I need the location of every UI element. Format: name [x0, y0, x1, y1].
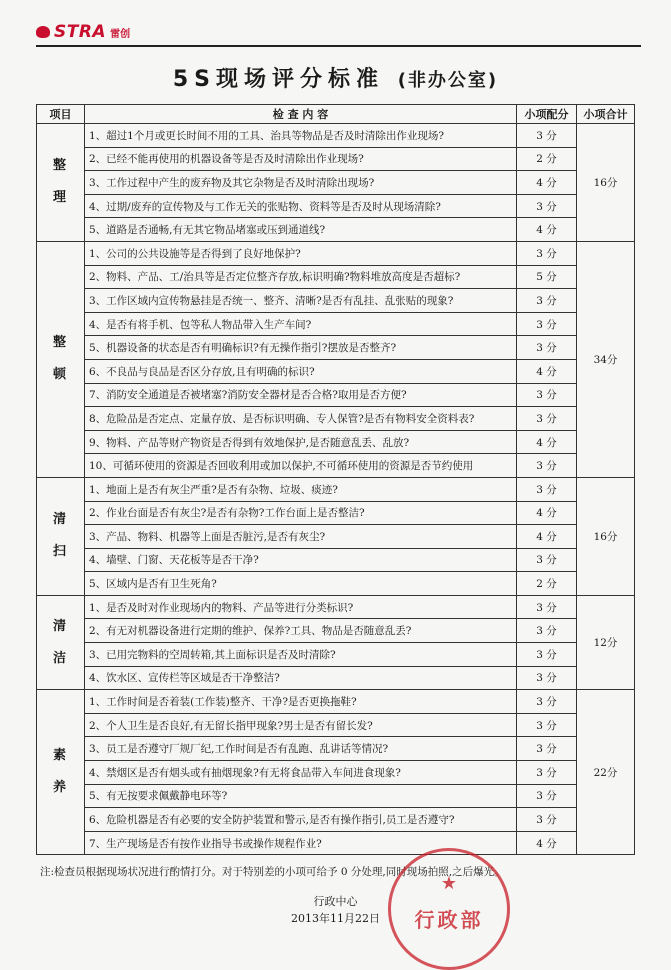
check-item: 4、禁烟区是否有烟头或有抽烟现象?有无将食品带入车间进食现象? — [85, 761, 517, 785]
item-score: 5 分 — [517, 265, 577, 289]
item-score: 3 分 — [517, 619, 577, 643]
table-row — [37, 171, 635, 195]
check-item: 5、区域内是否有卫生死角? — [85, 572, 517, 596]
table-row — [37, 619, 635, 643]
check-item: 1、公司的公共设施等是否得到了良好地保护? — [85, 241, 517, 265]
item-score: 4 分 — [517, 171, 577, 195]
check-item: 1、是否及时对作业现场内的物料、产品等进行分类标识? — [85, 595, 517, 619]
item-score: 3 分 — [517, 808, 577, 832]
column-header: 小项合计 — [577, 105, 635, 124]
table-row — [37, 477, 635, 501]
column-header: 检 查 内 容 — [85, 105, 517, 124]
item-score: 3 分 — [517, 289, 577, 313]
check-item: 5、道路是否通畅,有无其它物品堵塞或压到通道线? — [85, 218, 517, 242]
table-row — [37, 761, 635, 785]
item-score: 4 分 — [517, 501, 577, 525]
document-title — [0, 62, 671, 93]
check-item: 4、墙壁、门窗、天花板等是否干净? — [85, 548, 517, 572]
item-score: 3 分 — [517, 548, 577, 572]
check-item: 2、已经不能再使用的机器设备等是否及时清除出作业现场? — [85, 147, 517, 171]
item-score: 3 分 — [517, 737, 577, 761]
check-item: 1、工作时间是否着装(工作装)整齐、干净?是否更换拖鞋? — [85, 690, 517, 714]
company-logo — [36, 22, 130, 42]
table-row — [37, 454, 635, 478]
item-score: 3 分 — [517, 383, 577, 407]
category-char: 洁 — [52, 650, 68, 666]
item-score: 3 分 — [517, 666, 577, 690]
table-row — [37, 643, 635, 667]
table-row — [37, 218, 635, 242]
check-item: 5、机器设备的状态是否有明确标识?有无操作指引?摆放是否整齐? — [85, 336, 517, 360]
category-char: 养 — [52, 780, 68, 796]
item-score: 4 分 — [517, 359, 577, 383]
check-item: 2、物料、产品、工/治具等是否定位整齐存放,标识明确?物料堆放高度是否超标? — [85, 265, 517, 289]
check-item: 6、不良品与良品是否区分存放,且有明确的标识? — [85, 359, 517, 383]
scoring-table — [36, 104, 635, 855]
check-item: 2、作业台面是否有灰尘?是否有杂物?工作台面上是否整洁? — [85, 501, 517, 525]
table-row — [37, 525, 635, 549]
title-main: 5S现场评分标准 — [172, 67, 385, 92]
category-cell — [37, 690, 85, 855]
footnote: 注:检查员根据现场状况进行酌情打分。对于特别差的小项可给予 0 分处理,同时现场拍照,之后爆光。 — [40, 866, 505, 878]
check-item: 7、生产现场是否有按作业指导书或操作规程作业? — [85, 831, 517, 855]
table-row — [37, 713, 635, 737]
check-item: 10、可循环使用的资源是否回收利用或加以保护,不可循环使用的资源是否节约使用 — [85, 454, 517, 478]
table-row — [37, 241, 635, 265]
check-item: 4、是否有将手机、包等私人物品带入生产车间? — [85, 312, 517, 336]
table-row — [37, 501, 635, 525]
section-total: 22分 — [577, 690, 635, 855]
item-score: 4 分 — [517, 430, 577, 454]
category-cell — [37, 595, 85, 689]
category-char: 素 — [52, 748, 68, 764]
check-item: 3、已用完物料的空周转箱,其上面标识是否及时清除? — [85, 643, 517, 667]
table-row — [37, 312, 635, 336]
check-item: 4、饮水区、宣传栏等区域是否干净整洁? — [85, 666, 517, 690]
item-score: 3 分 — [517, 124, 577, 148]
column-header: 项目 — [37, 105, 85, 124]
title-subtitle: (非办公室) — [397, 70, 499, 91]
item-score: 3 分 — [517, 194, 577, 218]
item-score: 3 分 — [517, 454, 577, 478]
item-score: 3 分 — [517, 713, 577, 737]
table-row — [37, 666, 635, 690]
table-row — [37, 831, 635, 855]
footer-date: 2013年11月22日 — [291, 912, 380, 925]
table-row — [37, 548, 635, 572]
item-score: 3 分 — [517, 336, 577, 360]
table-row — [37, 124, 635, 148]
table-body — [37, 124, 635, 855]
section-total: 34分 — [577, 241, 635, 477]
check-item: 4、过期/废弃的宣传物及与工作无关的张贴物、资料等是否及时从现场清除? — [85, 194, 517, 218]
table-row — [37, 194, 635, 218]
category-char: 扫 — [52, 544, 68, 560]
column-header: 小项配分 — [517, 105, 577, 124]
item-score: 2 分 — [517, 147, 577, 171]
seal-star-icon: ★ — [440, 873, 458, 894]
table-row — [37, 784, 635, 808]
logo-subtext: 雷创 — [110, 28, 131, 40]
table-row — [37, 336, 635, 360]
seal-text: 行政部 — [414, 907, 484, 932]
table-row — [37, 808, 635, 832]
table-row — [37, 359, 635, 383]
item-score: 3 分 — [517, 761, 577, 785]
category-char: 整 — [52, 158, 68, 174]
check-item: 1、地面上是否有灰尘严重?是否有杂物、垃圾、痰迹? — [85, 477, 517, 501]
item-score: 3 分 — [517, 784, 577, 808]
table-row — [37, 595, 635, 619]
table-row — [37, 383, 635, 407]
table-row — [37, 690, 635, 714]
footer-department: 行政中心 — [313, 895, 358, 908]
category-cell — [37, 124, 85, 242]
check-item: 8、危险品是否定点、定量存放、是否标识明确、专人保管?是否有物料安全资料表? — [85, 407, 517, 431]
check-item: 7、消防安全通道是否被堵塞?消防安全器材是否合格?取用是否方便? — [85, 383, 517, 407]
section-total: 16分 — [577, 477, 635, 595]
item-score: 3 分 — [517, 407, 577, 431]
table-row — [37, 265, 635, 289]
check-item: 3、工作过程中产生的废弃物及其它杂物是否及时清除出现场? — [85, 171, 517, 195]
table-row — [37, 407, 635, 431]
category-char: 理 — [52, 190, 68, 206]
item-score: 3 分 — [517, 595, 577, 619]
table-row — [37, 147, 635, 171]
check-item: 2、有无对机器设备进行定期的维护、保养?工具、物品是否随意乱丢? — [85, 619, 517, 643]
item-score: 4 分 — [517, 218, 577, 242]
check-item: 3、工作区域内宣传物悬挂是否统一、整齐、清晰?是否有乱挂、乱张贴的现象? — [85, 289, 517, 313]
check-item: 5、有无按要求佩戴静电环等? — [85, 784, 517, 808]
section-total: 16分 — [577, 124, 635, 242]
check-item: 1、超过1个月或更长时间不用的工具、治具等物品是否及时清除出作业现场? — [85, 124, 517, 148]
item-score: 4 分 — [517, 525, 577, 549]
section-total: 12分 — [577, 595, 635, 689]
item-score: 3 分 — [517, 643, 577, 667]
header-divider — [36, 45, 641, 47]
item-score: 3 分 — [517, 690, 577, 714]
category-cell — [37, 241, 85, 477]
item-score: 2 分 — [517, 572, 577, 596]
logo-mark-icon — [36, 26, 50, 38]
check-item: 3、员工是否遵守厂规厂纪,工作时间是否有乱跑、乱讲话等情况? — [85, 737, 517, 761]
category-cell — [37, 477, 85, 595]
official-seal — [388, 848, 510, 970]
category-char: 整 — [52, 335, 68, 351]
logo-text: STRA — [54, 22, 107, 42]
check-item: 2、个人卫生是否良好,有无留长指甲现象?男士是否有留长发? — [85, 713, 517, 737]
table-row — [37, 289, 635, 313]
table-header-row — [37, 105, 635, 124]
category-char: 顿 — [52, 367, 68, 383]
table-row — [37, 572, 635, 596]
table-row — [37, 737, 635, 761]
check-item: 9、物料、产品等财产物资是否得到有效地保护,是否随意乱丢、乱放? — [85, 430, 517, 454]
category-char: 清 — [52, 618, 68, 634]
item-score: 3 分 — [517, 312, 577, 336]
table-row — [37, 430, 635, 454]
check-item: 3、产品、物料、机器等上面是否脏污,是否有灰尘? — [85, 525, 517, 549]
item-score: 4 分 — [517, 831, 577, 855]
category-char: 清 — [52, 512, 68, 528]
check-item: 6、危险机器是否有必要的安全防护装置和警示,是否有操作指引,员工是否遵守? — [85, 808, 517, 832]
item-score: 3 分 — [517, 477, 577, 501]
item-score: 3 分 — [517, 241, 577, 265]
